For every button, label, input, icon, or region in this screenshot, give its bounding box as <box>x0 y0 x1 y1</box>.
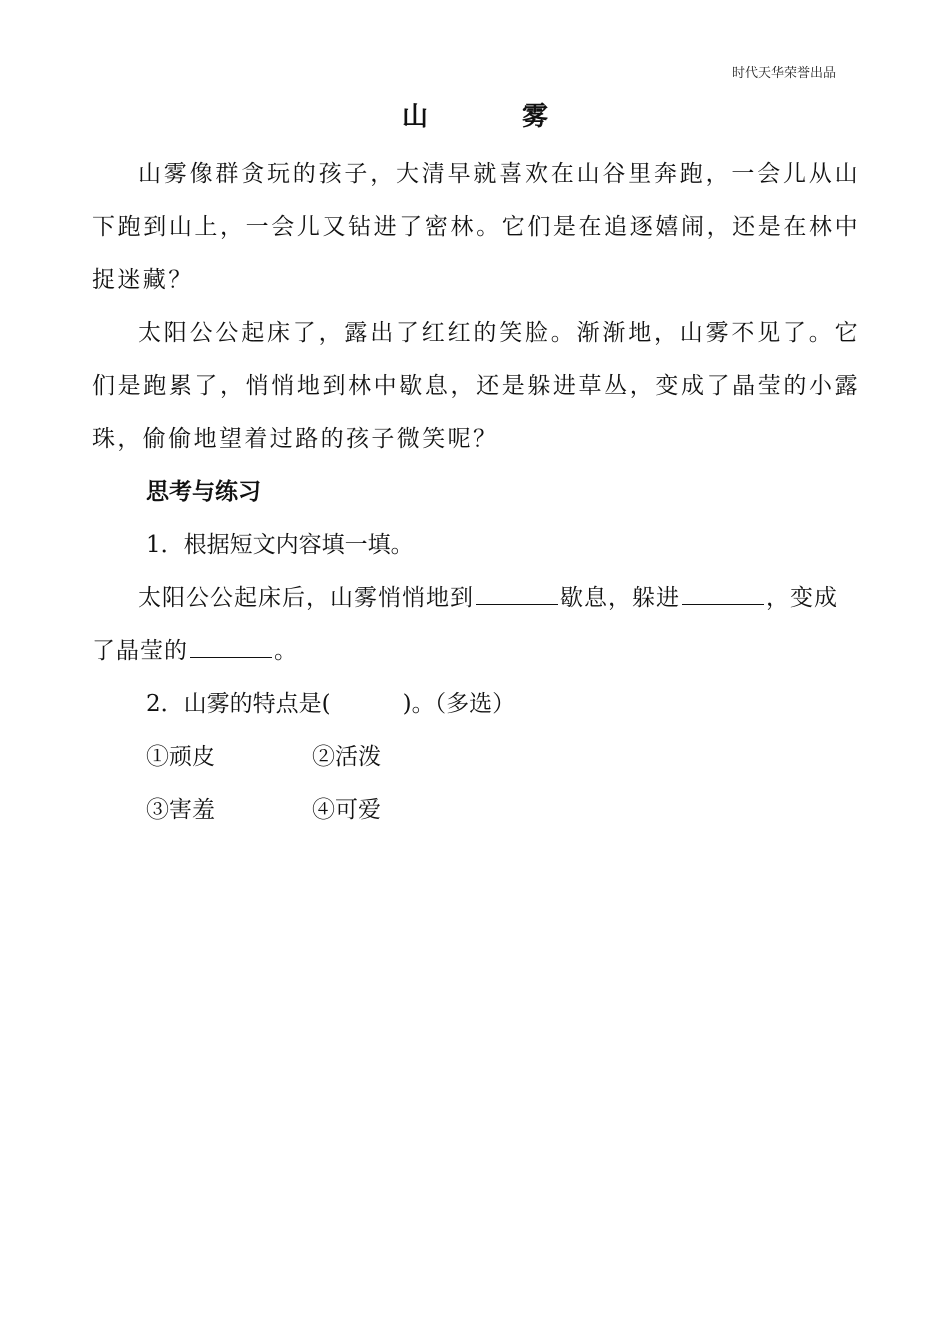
option-1[interactable]: ①顽皮 <box>146 744 215 770</box>
answer-blank-1[interactable] <box>476 580 558 605</box>
options-row-2 <box>92 784 860 837</box>
option-2[interactable]: ②活泼 <box>312 744 381 770</box>
question-1-fill <box>92 572 860 678</box>
question-2-end: )。（多选） <box>402 691 516 717</box>
options-row-1 <box>92 731 860 784</box>
question-2-start: 2．山雾的特点是( <box>146 691 331 717</box>
fill-text-1: 太阳公公起床后，山雾悄悄地到 <box>138 585 474 611</box>
option-4[interactable]: ④可爱 <box>312 797 381 823</box>
question-1-prompt: 1．根据短文内容填一填。 <box>146 532 414 558</box>
option-3[interactable]: ③害羞 <box>146 797 215 823</box>
exercise-heading: 思考与练习 <box>146 479 261 505</box>
article-body <box>92 148 860 837</box>
paragraph-2: 太阳公公起床了，露出了红红的笑脸。渐渐地，山雾不见了。它们是跑累了，悄悄地到林中歇息，还是躲进草丛，变成了晶莹的小露珠，偷偷地望着过路的孩子微笑呢？ <box>92 320 860 452</box>
fill-text-3: ，变成了晶莹的 <box>92 585 838 664</box>
answer-blank-3[interactable] <box>190 633 272 658</box>
fill-text-2: 歇息，躲进 <box>560 585 680 611</box>
fill-text-4: 。 <box>274 638 298 664</box>
question-2-prompt <box>92 678 860 731</box>
publisher-mark: 时代天华荣誉出品 <box>731 66 836 81</box>
paragraph-1: 山雾像群贪玩的孩子，大清早就喜欢在山谷里奔跑，一会儿从山下跑到山上，一会儿又钻进了密林。它们是在追逐嬉闹，还是在林中捉迷藏？ <box>92 161 860 293</box>
article-title: 山 雾 <box>401 102 582 132</box>
answer-blank-2[interactable] <box>682 580 764 605</box>
